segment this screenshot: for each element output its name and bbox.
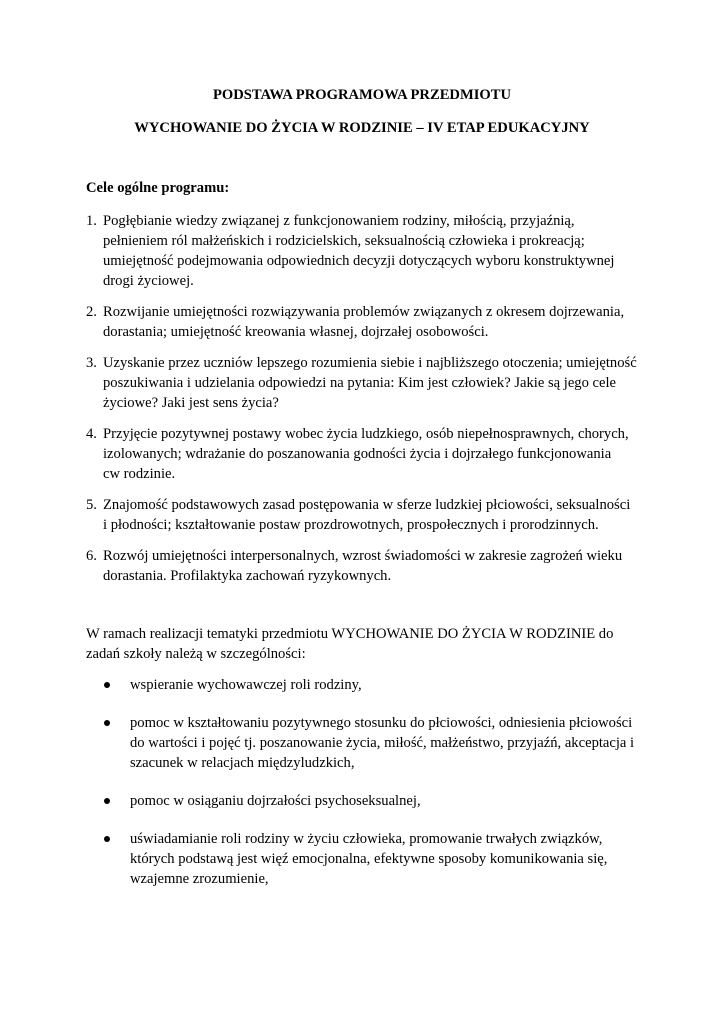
- goal-item: [86, 211, 656, 291]
- goal-text-line: poszukiwania i udzielania odpowiedzi na pytania: Kim jest człowiek? Jakie są jego cele: [103, 375, 617, 391]
- goal-text-line: Znajomość podstawowych zasad postępowania w sferze ludzkiej płciowości, seksualności: [103, 497, 631, 513]
- goal-text-line: drogi życiowej.: [103, 273, 194, 289]
- goal-item: [86, 302, 656, 342]
- task-text-line: których podstawą jest więź emocjonalna, efektywne sposoby komunikowania się,: [130, 851, 608, 867]
- task-text-line: uświadamianie roli rodziny w życiu człowieka, promowanie trwałych związków,: [130, 831, 603, 847]
- goal-text-line: Rozwijanie umiejętności rozwiązywania problemów związanych z okresem dojrzewania,: [103, 304, 625, 320]
- goals-list: [86, 211, 656, 597]
- task-text-line: szacunek w relacjach międzyludzkich,: [130, 755, 355, 771]
- task-text-line: pomoc w osiąganiu dojrzałości psychoseksualnej,: [130, 793, 421, 809]
- goal-item: [86, 353, 656, 413]
- tasks-list: [104, 675, 664, 907]
- intro-text-line: zadań szkoły należą w szczególności:: [86, 646, 306, 662]
- task-text-line: wspieranie wychowawczej roli rodziny,: [130, 677, 362, 693]
- goal-text-line: cw rodzinie.: [103, 466, 176, 482]
- task-text-line: pomoc w kształtowaniu pozytywnego stosunku do płciowości, odniesienia płciowości: [130, 715, 633, 731]
- goal-number: 6.: [86, 548, 97, 564]
- goal-text-line: i płodności; kształtowanie postaw prozdrowotnych, prospołecznych i prorodzinnych.: [103, 517, 599, 533]
- goal-text-line: pełnieniem ról małżeńskich i rodzicielskich, seksualnością człowieka i prokreacją;: [103, 233, 585, 249]
- goal-text-line: umiejętność podejmowania odpowiednich decyzji dotyczących wyboru konstruktywnej: [103, 253, 615, 269]
- task-text-line: wzajemne zrozumienie,: [130, 871, 269, 887]
- document-title-line-2: WYCHOWANIE DO ŻYCIA W RODZINIE – IV ETAP EDUKACYJNY: [134, 120, 590, 136]
- goal-text-line: dorastania. Profilaktyka zachowań ryzykownych.: [103, 568, 392, 584]
- goal-number: 3.: [86, 355, 97, 371]
- goal-text-line: Rozwój umiejętności interpersonalnych, wzrost świadomości w zakresie zagrożeń wieku: [103, 548, 623, 564]
- bullet-icon: [104, 682, 110, 688]
- goal-item: [86, 424, 656, 484]
- document-title-line-1: PODSTAWA PROGRAMOWA PRZEDMIOTU: [212, 87, 512, 103]
- bullet-icon: [104, 720, 110, 726]
- goal-item: [86, 495, 656, 535]
- task-item: [104, 713, 664, 773]
- tasks-intro-paragraph: [86, 624, 646, 664]
- task-item: [104, 791, 664, 811]
- goal-number: 4.: [86, 426, 97, 442]
- task-item: [104, 675, 664, 695]
- task-item: [104, 829, 664, 889]
- bullet-icon: [104, 836, 110, 842]
- goal-number: 2.: [86, 304, 97, 320]
- intro-text-line: W ramach realizacji tematyki przedmiotu WYCHOWANIE DO ŻYCIA W RODZINIE do: [86, 626, 614, 642]
- goal-number: 1.: [86, 213, 97, 229]
- goal-text-line: izolowanych; wdrażanie do poszanowania godności życia i dojrzałego funkcjonowania: [103, 446, 612, 462]
- goal-text-line: Przyjęcie pozytywnej postawy wobec życia ludzkiego, osób niepełnosprawnych, chorych,: [103, 426, 629, 442]
- bullet-icon: [104, 798, 110, 804]
- goal-text-line: życiowe? Jaki jest sens życia?: [103, 395, 279, 411]
- task-text-line: do wartości i pojęć tj. poszanowanie życia, miłość, małżeństwo, przyjaźń, akceptacja i: [130, 735, 635, 751]
- goal-number: 5.: [86, 497, 97, 513]
- goal-item: [86, 546, 656, 586]
- goal-text-line: dorastania; umiejętność kreowania własnej, dojrzałej osobowości.: [103, 324, 489, 340]
- goals-heading: Cele ogólne programu:: [86, 180, 230, 196]
- goal-text-line: Pogłębianie wiedzy związanej z funkcjonowaniem rodziny, miłością, przyjaźnią,: [103, 213, 575, 229]
- goal-text-line: Uzyskanie przez uczniów lepszego rozumienia siebie i najbliższego otoczenia; umiejętność: [103, 355, 637, 371]
